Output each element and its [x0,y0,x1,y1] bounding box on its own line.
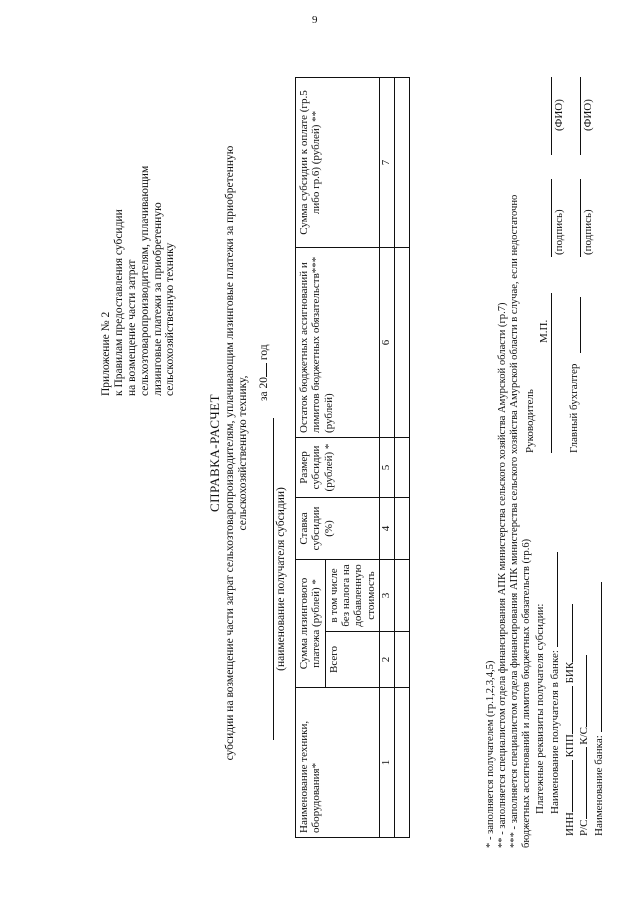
head-line [551,293,552,453]
bank-header: Платежные реквизиты получателя субсидии: [534,603,546,814]
empty-cell [394,632,409,688]
accountant-fio-line [580,77,581,155]
empty-cell [394,78,409,248]
accountant-line [580,297,581,353]
appendix-line: сельхозтоваропроизводителям, уплачивающим [138,165,151,396]
appendix-line: Приложение № 2 [100,311,112,396]
header-budget-remainder: Остаток бюджетных ассигнований и лимитов бюджетных обязательств*** (рублей) [296,248,380,438]
empty-cell [394,560,409,632]
document-subtitle [224,58,250,848]
accountant-sign-caption: (подпись) [582,209,594,255]
period-prefix: за 20 [258,376,270,401]
column-number: 4 [379,498,394,560]
subtitle-line: субсидии на возмещение части затрат сельхозтоваропроизводителям, уплачивающим лизинговые платежи за приобретенную [224,145,236,761]
calculation-table [295,77,410,838]
bank-label: Наименование банка: [593,735,605,836]
header-rate: Ставка субсидии (%) [296,498,380,560]
column-number: 7 [379,78,394,248]
empty-cell [394,688,409,838]
header-subsidy-size: Размер субсидии (рублей) * [296,438,380,498]
bik-field[interactable] [562,604,573,662]
kpp-field[interactable] [562,686,573,734]
bank-details [534,506,606,836]
footnote: ** - заполняется специалистом отдела финансирования АПК министерства сельского хозяйства Амурской области (гр.7) [496,302,508,848]
recipient-line [273,418,274,740]
column-number: 3 [379,560,394,632]
column-number: 1 [379,688,394,838]
footnote: бюджетных ассигнований и лимитов бюджетных обязательств (гр.6) [520,538,532,848]
header-subsidy-payable: Сумма субсидии к оплате (гр.5 либо гр.6) (рублей) ** [296,78,380,248]
bank-field[interactable] [591,582,602,732]
recipient-caption: (наименование получателя субсидии) [275,487,287,671]
appendix-line: к Правилам предоставления субсидии [112,209,125,396]
table-empty-row [394,78,409,838]
period-line [258,344,271,401]
bank-name-row [547,506,562,836]
accounts-row [576,506,591,836]
page-number: 9 [312,14,318,26]
table-number-row [379,78,394,838]
header-total: Всего [325,632,379,688]
rotated-page [50,58,605,848]
column-number: 5 [379,438,394,498]
appendix-block [100,56,177,396]
subtitle-line: сельскохозяйственную технику, [236,375,249,531]
rs-label: Р/С [578,819,591,836]
header-equipment: Наименование техники, оборудования* [296,688,380,838]
ks-field[interactable] [576,655,587,727]
accountant-sign-line [580,179,581,257]
kpp-label: КПП [563,734,576,758]
head-sign-caption: (подпись) [553,209,565,255]
bank-row [591,506,606,836]
table-header-row [296,78,326,838]
empty-cell [394,498,409,560]
empty-cell [394,438,409,498]
appendix-line: на возмещение части затрат [125,259,138,396]
accountant-fio-caption: (ФИО) [582,99,594,131]
head-fio-line [551,77,552,155]
accountant-label: Главный бухгалтер [568,363,580,453]
head-fio-caption: (ФИО) [553,99,565,131]
inn-row [562,506,577,836]
head-sign-line [551,179,552,257]
rs-field[interactable] [576,747,587,819]
appendix-line: сельскохозяйственную технику [164,242,177,396]
head-label: Руководитель [524,389,536,453]
bik-label: БИК [563,661,576,684]
column-number: 2 [379,632,394,688]
document-title: СПРАВКА-РАСЧЕТ [207,393,222,513]
period-blank [266,363,267,377]
footnote: * - заполняется получателем (гр.1,2,3,4,5) [485,660,496,848]
inn-field[interactable] [562,760,573,812]
header-without-vat: в том числе без налога на добавленную стоимость [325,560,379,632]
bank-name-label: Наименование получателя в банке: [548,650,561,814]
period-suffix: год [258,344,270,361]
column-number: 6 [379,248,394,438]
ks-label: К/С [578,727,591,745]
header-lease-payment: Сумма лизингового платежа (рублей) * [296,560,326,688]
inn-label: ИНН [563,812,576,836]
footnotes [485,58,532,848]
stamp-label: М.П. [538,319,550,343]
bank-name-field[interactable] [547,552,558,647]
footnote: *** - заполняется специалистом отдела финансирования АПК министерства сельского хозяйства Амурской области в случае, если недостаточно [508,194,520,848]
appendix-line: лизинговые платежи за приобретенную [151,202,164,396]
empty-cell [394,248,409,438]
